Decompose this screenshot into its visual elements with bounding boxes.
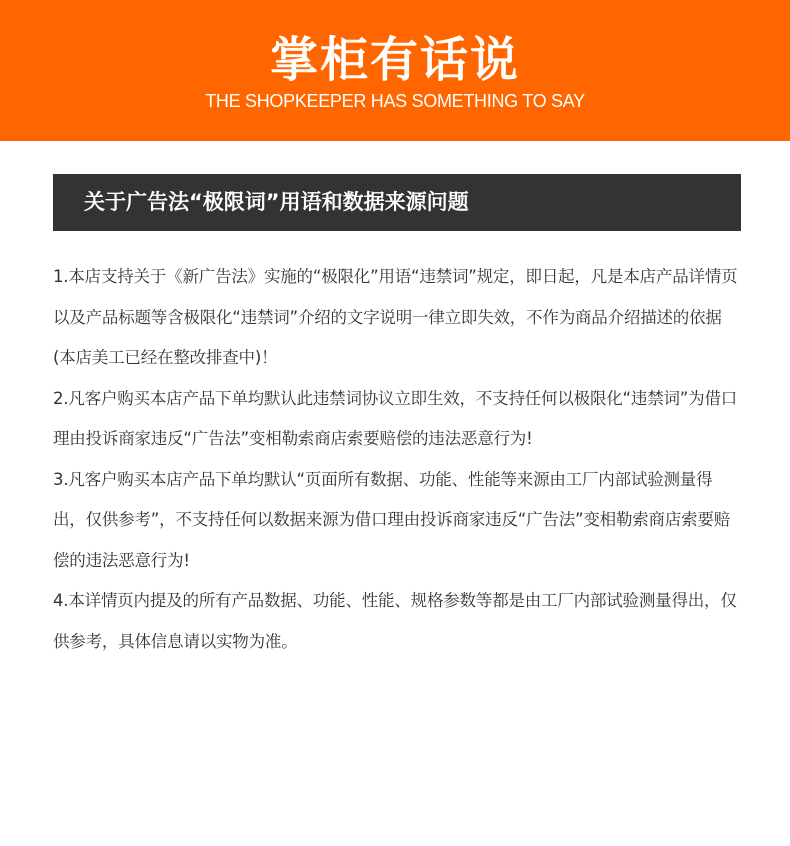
notice-body (53, 257, 741, 662)
banner-title: 掌柜有话说 (269, 32, 520, 88)
section-title: 关于广告法“极限词”用语和数据来源问题 (84, 190, 469, 214)
notice-paragraph-4: 4.本详情页内提及的所有产品数据、功能、性能、规格参数等都是由工厂内部试验测量得出，仅供参考，具体信息请以实物为准。 (53, 591, 737, 651)
header-banner (0, 0, 790, 141)
section-header-bar (53, 174, 741, 231)
notice-paragraph-3: 3.凡客户购买本店产品下单均默认“页面所有数据、功能、性能等来源由工厂内部试验测量得出，仅供参考”，不支持任何以数据来源为借口理由投诉商家违反“广告法”变相勒索商店索要赔偿的违法恶意行为! (53, 469, 731, 570)
notice-paragraph-1: 1.本店支持关于《新广告法》实施的“极限化”用语“违禁词”规定，即日起，凡是本店产品详情页以及产品标题等含极限化“违禁词”介绍的文字说明一律立即失效，不作为商品介绍描述的依据(本店美工已经在整改排查中)！ (53, 267, 738, 367)
notice-paragraph-2: 2.凡客户购买本店产品下单均默认此违禁词协议立即生效，不支持任何以极限化“违禁词”为借口理由投诉商家违反“广告法”变相勒索商店索要赔偿的违法恶意行为! (53, 388, 738, 448)
banner-subtitle: THE SHOPKEEPER HAS SOMETHING TO SAY (205, 91, 585, 111)
